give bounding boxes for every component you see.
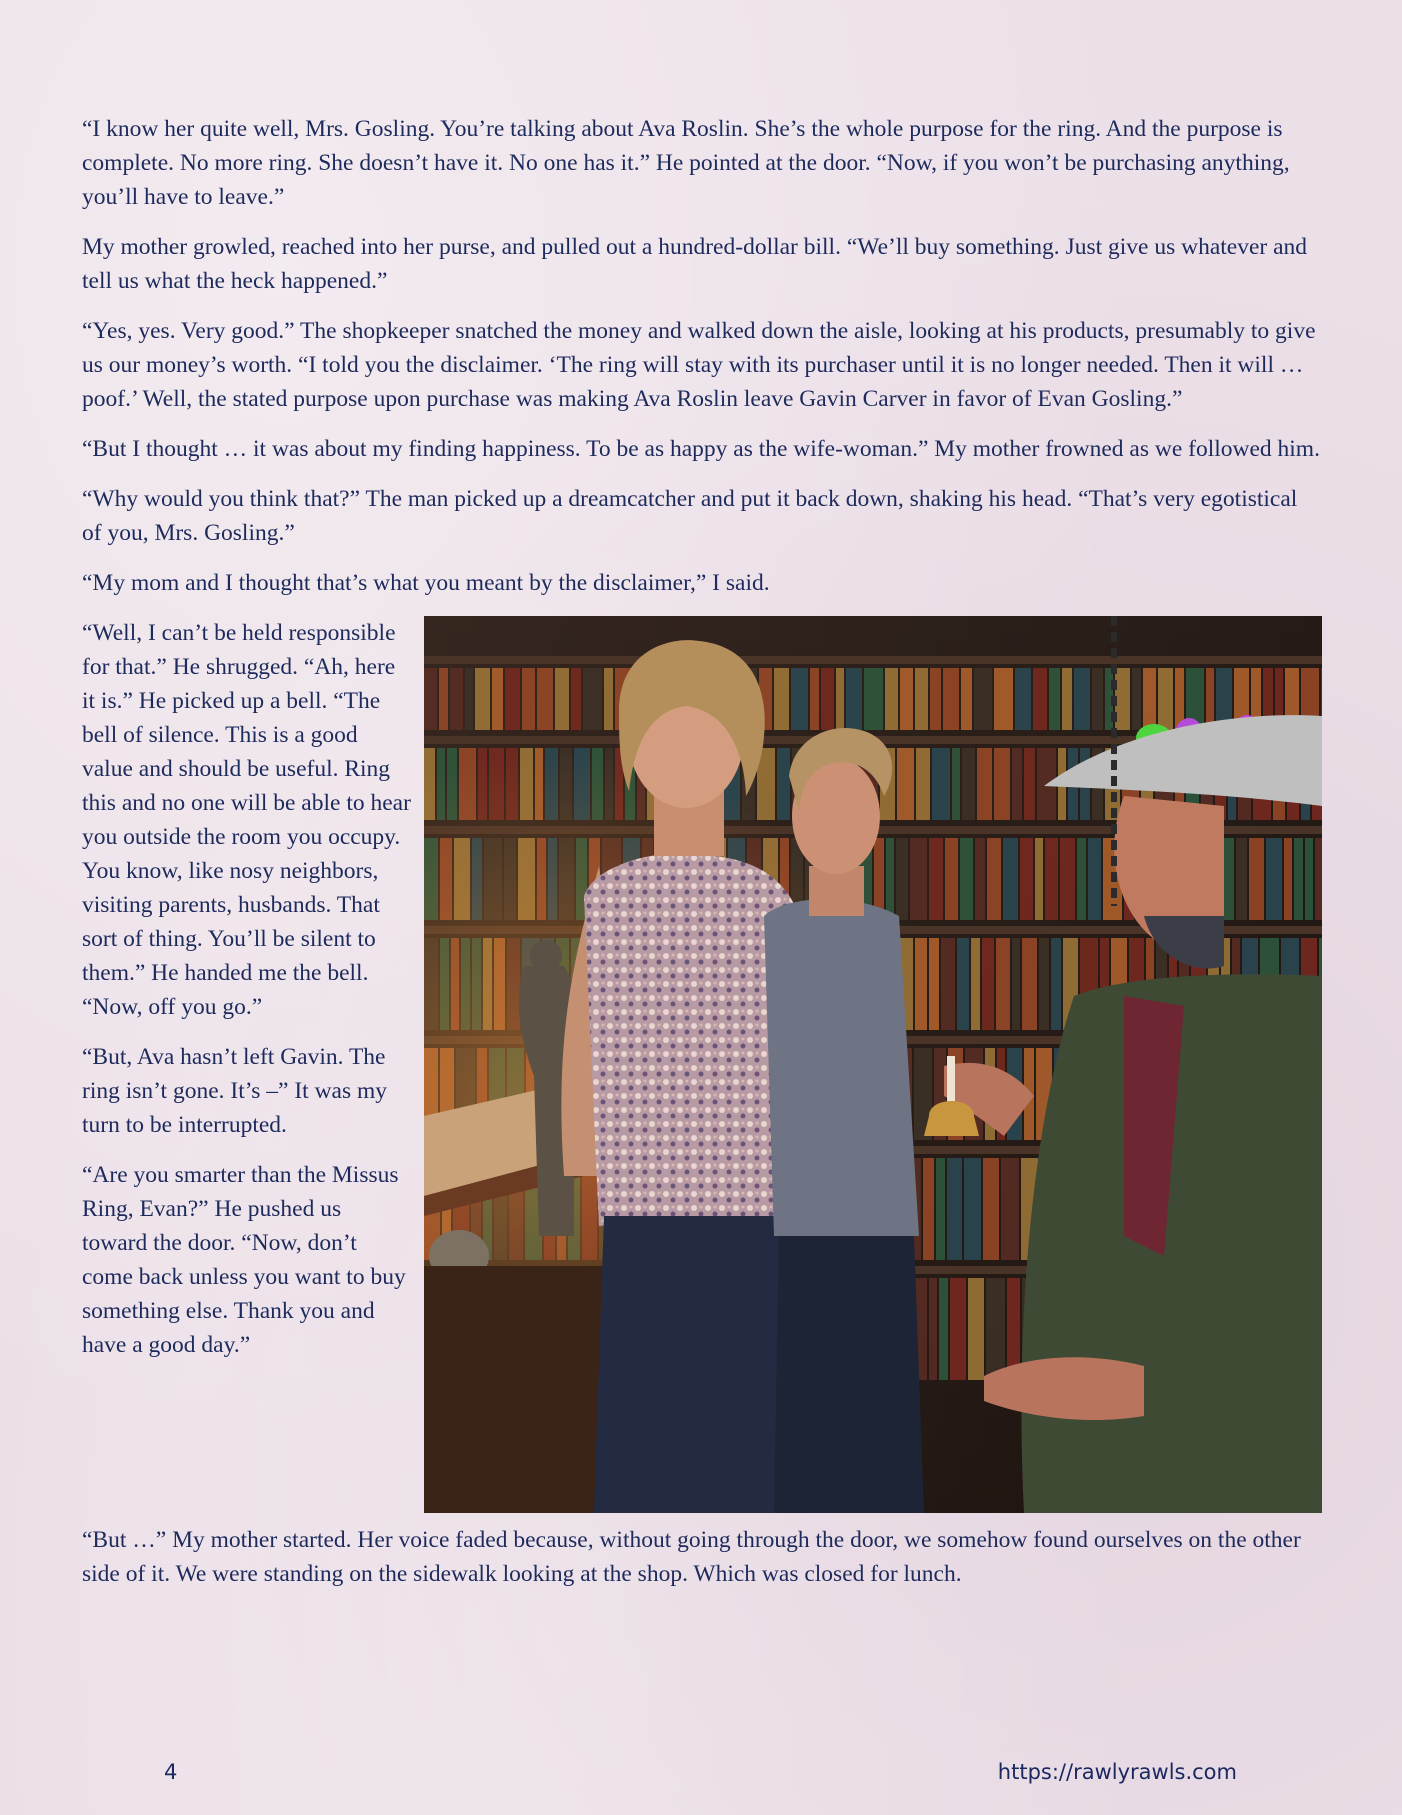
paragraph: “Are you smarter than the Missus Ring, Evan?” He pushed us toward the door. “Now, don’t come back unless you want to buy something else. Thank you and have a good day.” bbox=[82, 1162, 406, 1358]
paragraph: “Why would you think that?” The man picked up a dreamcatcher and put it back down, shaking his head. “That’s very egotistical of you, Mrs. Gosling.” bbox=[82, 486, 1298, 546]
paragraph: “My mom and I thought that’s what you meant by the disclaimer,” I said. bbox=[82, 570, 770, 596]
paragraph: “Yes, yes. Very good.” The shopkeeper snatched the money and walked down the aisle, looking at his products, presumably to give us our money’s worth. “I told you the disclaimer. ‘The ring will stay with its purchaser until it is no longer needed. Then it will … poof.’ Well, the stated purpose upon purchase was making Ava Roslin leave Gavin Carver in favor of Evan Gosling.” bbox=[82, 318, 1316, 412]
paragraph: “But, Ava hasn’t left Gavin. The ring isn’t gone. It’s –” It was my turn to be interrupted. bbox=[82, 1044, 388, 1138]
page-footer bbox=[0, 1760, 1402, 1792]
page-number: 4 bbox=[164, 1760, 178, 1784]
side-column bbox=[82, 616, 412, 1378]
document-page bbox=[82, 112, 1322, 1607]
paragraph: “Well, I can’t be held responsible for that.” He shrugged. “Ah, here it is.” He picked up a bell. “The bell of silence. This is a good value and should be useful. Ring this and no one will be able to hear you outside the room you occupy. You know, like nosy neighbors, visiting parents, husbands. That sort of thing. You’ll be silent to them.” He handed me the bell. “Now, off you go.” bbox=[82, 620, 411, 1020]
paragraph: “But I thought … it was about my finding happiness. To be as happy as the wife-woman.” My mother frowned as we followed him. bbox=[82, 436, 1320, 462]
paragraph: My mother growled, reached into her purse, and pulled out a hundred-dollar bill. “We’ll buy something. Just give us whatever and tell us what the heck happened.” bbox=[82, 234, 1308, 294]
illustrated-section bbox=[82, 616, 1322, 1523]
paragraph: “But …” My mother started. Her voice faded because, without going through the door, we somehow found ourselves on the other side of it. We were standing on the sidewalk looking at the shop. Which was closed for lunch. bbox=[82, 1527, 1301, 1587]
illustration-svg bbox=[424, 616, 1322, 1513]
website-url[interactable]: https://rawlyrawls.com bbox=[997, 1760, 1237, 1784]
paragraph: “I know her quite well, Mrs. Gosling. You’re talking about Ava Roslin. She’s the whole purpose for the ring. And the purpose is complete. No more ring. She doesn’t have it. No one has it.” He pointed at the door. “Now, if you won’t be purchasing anything, you’ll have to leave.” bbox=[82, 116, 1290, 210]
shop-scene-illustration bbox=[424, 616, 1322, 1513]
